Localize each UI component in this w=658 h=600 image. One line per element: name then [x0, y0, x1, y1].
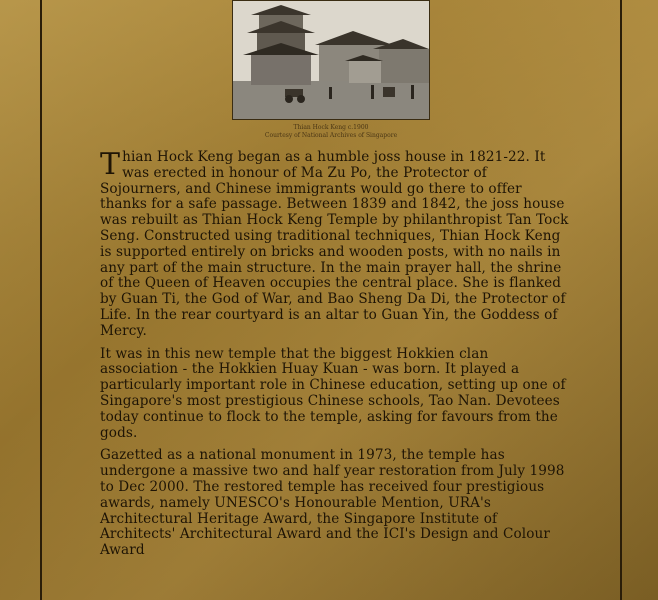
paragraph-history [100, 147, 570, 340]
photo-caption [232, 124, 430, 140]
caption-title: Thian Hock Keng c.1900 [293, 124, 369, 131]
paragraph-history-text: hian Hock Keng began as a humble joss house in 1821-22. It was erected in honour of Ma Zu Po, the Protector of Sojourners, and Chinese immigrants would go there to offer thanks for a safe passage. Between 1839 and 1842, the joss house was rebuilt as Thian Hock Keng Temple by philanthropist Tan Tock Seng. Constructed using traditional techniques, Thian Hock Keng is supported entirely on bricks and wooden posts, with no nails in any part of the main structure. In the main prayer hall, the shrine of the Queen of Heaven occupies the central place. She is flanked by Guan Ti, the God of War, and Bao Sheng Da Di, the Protector of Life. In the rear courtyard is an altar to Guan Yin, the Goddess of Mercy. [100, 149, 569, 339]
paragraph-monument: Gazetted as a national monument in 1973, the temple has undergone a massive two and half year restoration from July 1998 to Dec 2000. The restored temple has received four prestigious awards, namely UNESCO's Honourable Mention, URA's Architectural Heritage Award, the Singapore Institute of Architects' Architectural Award and the ICI's Design and Colour Award [100, 447, 565, 559]
historic-temple-photo [232, 0, 430, 120]
caption-credit: Courtesy of National Archives of Singapore [264, 132, 398, 139]
plaque-frame-left [40, 0, 42, 600]
paragraph-clan: It was in this new temple that the biggest Hokkien clan association - the Hokkien Huay Kuan - was born. It played a particularly important role in Chinese education, setting up one of Singapore's most prestigious Chinese schools, Tao Nan. Devotees today continue to flock to the temple, asking for favours from the gods. [100, 345, 566, 441]
drop-cap: T [100, 147, 121, 182]
plaque-frame-right [620, 0, 622, 600]
plaque-text [100, 147, 570, 559]
